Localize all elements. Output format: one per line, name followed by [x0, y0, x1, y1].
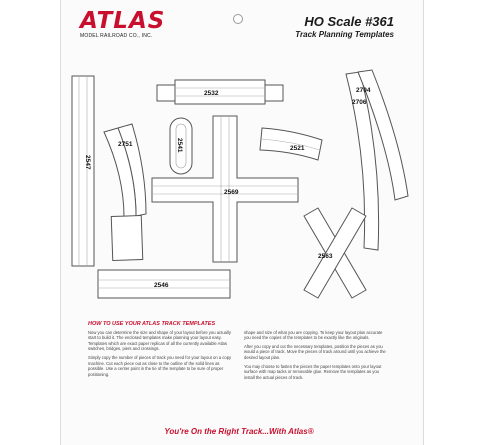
label-2541: 2541: [176, 138, 183, 153]
page-title: HO Scale #361: [304, 14, 394, 29]
template-2563: [304, 208, 366, 298]
label-2546: 2546: [154, 282, 169, 289]
label-2521: 2521: [290, 145, 305, 152]
template-2546: [98, 270, 230, 298]
instructions: [88, 322, 388, 383]
instructions-paragraph: You may choose to fasten the pieces the paper templates onto your layout surface with map tacks or removable glue. Remove the templates as you install the actual pieces of track.: [244, 363, 382, 380]
instructions-paragraph: shape and size of what you are copying. To keep your layout plan accurate you need the copies of the templates to be exactly like the originals.: [244, 329, 383, 341]
label-2751: 2751: [118, 141, 133, 148]
label-2563: 2563: [318, 253, 333, 260]
template-2541: [170, 118, 192, 174]
logo-company-name: MODEL RAILROAD CO., INC.: [80, 33, 153, 39]
footer-tagline: You're On the Right Track...With Atlas®: [164, 427, 314, 436]
logo-wordmark: ATLAS: [80, 8, 166, 34]
instructions-paragraph: Now you can determine the size and shape of your layout before you actually start to build it. The enclosed templates make planning your layout easy. Templates which are exact paper replicas of all the currently available Atlas switches, bridges, piers and crossings.: [88, 329, 231, 352]
label-2532: 2532: [204, 90, 219, 97]
template-2751: [104, 124, 146, 261]
label-2706: 2706: [352, 99, 367, 106]
template-2532: [157, 80, 283, 104]
label-2569: 2569: [224, 189, 239, 196]
instructions-heading: HOW TO USE YOUR ATLAS TRACK TEMPLATES: [88, 321, 216, 327]
page-subtitle: Track Planning Templates: [295, 30, 394, 39]
template-2521: [260, 128, 322, 160]
label-2547: 2547: [84, 155, 91, 170]
instructions-column-right: [244, 330, 388, 384]
instructions-column-left: [88, 330, 232, 384]
template-2547: [72, 76, 94, 266]
instructions-paragraph: Simply copy the number of pieces of track you need for your layout on a copy machine. Cut each piece out as close to the outline of the solid lines as possible. Use a center point in the tie of the template to be sure of proper positioning.: [88, 354, 232, 377]
instructions-paragraph: After you copy and cut the necessary templates, position the pieces as you would a piece of track. Move the pieces of track around until you achieve the desired layout plan.: [244, 343, 386, 360]
label-2704: 2704: [356, 87, 371, 94]
